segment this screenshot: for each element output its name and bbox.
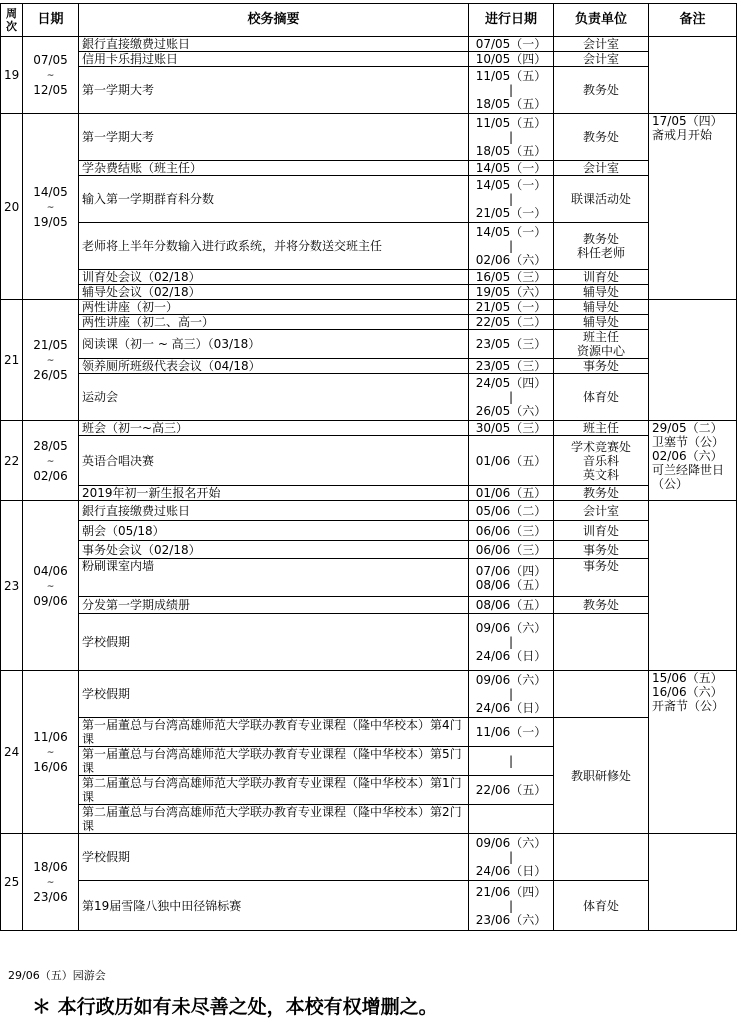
progress-range-cell: 11/05（五） | 18/05（五） — [469, 114, 554, 161]
progress-cell: 22/06（五） — [469, 776, 554, 805]
dept-cell: 事务处 — [554, 559, 649, 597]
note-cell — [649, 300, 737, 421]
table-row — [1, 834, 737, 881]
task-cell: 第一届董总与台湾高雄师范大学联办教育专业课程（隆中华校本）第5门课 — [79, 747, 469, 776]
table-row — [1, 114, 737, 161]
table-row — [1, 559, 737, 597]
header-dept: 负责单位 — [554, 4, 649, 37]
task-cell: 第二届董总与台湾高雄师范大学联办教育专业课程（隆中华校本）第2门课 — [79, 805, 469, 834]
dept-cell: 班主任 资源中心 — [554, 330, 649, 359]
table-row — [1, 421, 737, 436]
progress-range-cell: 09/06（六） | 24/06（日） — [469, 614, 554, 671]
dept-cell: 班主任 — [554, 421, 649, 436]
task-cell: 输入第一学期群育科分数 — [79, 176, 469, 223]
table-row — [1, 359, 737, 374]
disclaimer-text: 本行政历如有未尽善之处，本校有权增删之。 — [57, 996, 438, 1018]
task-cell: 老师将上半年分数输入进行政系统，并将分数送交班主任 — [79, 223, 469, 270]
table-row — [1, 501, 737, 521]
task-cell: 信用卡乐捐过账日 — [79, 52, 469, 67]
table-row — [1, 315, 737, 330]
week-number: 22 — [1, 421, 23, 501]
dept-cell: 会计室 — [554, 37, 649, 52]
task-cell: 第19届雪隆八独中田径锦标赛 — [79, 881, 469, 931]
header-date: 日期 — [23, 4, 79, 37]
task-cell: 銀行直接缴费过账日 — [79, 501, 469, 521]
progress-cell: 06/06（三） — [469, 521, 554, 541]
dept-cell: 教务处 — [554, 597, 649, 614]
dept-cell: 会计室 — [554, 501, 649, 521]
task-cell: 事务处会议（02/18） — [79, 541, 469, 559]
header-week: 周次 — [1, 4, 23, 37]
progress-cell: 23/05（三） — [469, 359, 554, 374]
week-date-range: 11/06 ~ 16/06 — [23, 671, 79, 834]
progress-cell: 05/06（二） — [469, 501, 554, 521]
table-row — [1, 176, 737, 223]
progress-cell: 11/06（一） — [469, 718, 554, 747]
note-cell — [649, 501, 737, 671]
progress-range-cell: 07/06（四） 08/06（五） — [469, 559, 554, 597]
task-cell: 两性讲座（初二、高一） — [79, 315, 469, 330]
task-cell: 分发第一学期成绩册 — [79, 597, 469, 614]
task-cell: 第二届董总与台湾高雄师范大学联办教育专业课程（隆中华校本）第1门课 — [79, 776, 469, 805]
progress-range-cell: 14/05（一） | 21/05（一） — [469, 176, 554, 223]
task-cell: 英语合唱决赛 — [79, 436, 469, 486]
week-number: 23 — [1, 501, 23, 671]
progress-cell: 06/06（三） — [469, 541, 554, 559]
table-row — [1, 881, 737, 931]
task-cell: 朝会（05/18） — [79, 521, 469, 541]
dept-cell: 辅导处 — [554, 300, 649, 315]
progress-range-cell: 11/05（五） | 18/05（五） — [469, 67, 554, 114]
week-number: 24 — [1, 671, 23, 834]
table-row — [1, 300, 737, 315]
note-cell — [649, 834, 737, 931]
dept-cell: 学术竞赛处 音乐科 英文科 — [554, 436, 649, 486]
table-row — [1, 37, 737, 52]
week-date-range: 28/05 ~ 02/06 — [23, 421, 79, 501]
dept-cell — [554, 834, 649, 881]
dept-cell: 教务处 — [554, 67, 649, 114]
header-row — [1, 4, 737, 37]
table-row — [1, 521, 737, 541]
school-calendar-table — [0, 3, 737, 931]
table-row — [1, 718, 737, 747]
progress-cell: 19/05（六） — [469, 285, 554, 300]
task-cell: 第一学期大考 — [79, 67, 469, 114]
dept-cell: 辅导处 — [554, 285, 649, 300]
week-number: 25 — [1, 834, 23, 931]
progress-range-cell: 14/05（一） | 02/06（六） — [469, 223, 554, 270]
progress-bar-cell: | — [469, 747, 554, 776]
dept-cell: 教务处 科任老师 — [554, 223, 649, 270]
table-row — [1, 486, 737, 501]
progress-cell: 30/05（三） — [469, 421, 554, 436]
week-date-range: 07/05 ~ 12/05 — [23, 37, 79, 114]
dept-cell: 会计室 — [554, 161, 649, 176]
dept-cell: 教职研修处 — [554, 718, 649, 834]
progress-range-cell: 09/06（六） | 24/06（日） — [469, 671, 554, 718]
progress-cell: 07/05（一） — [469, 37, 554, 52]
table-row — [1, 161, 737, 176]
table-row — [1, 374, 737, 421]
task-cell: 学杂费结账（班主任） — [79, 161, 469, 176]
table-row — [1, 597, 737, 614]
week-date-range: 14/05 ~ 19/05 — [23, 114, 79, 300]
note-cell: 17/05（四）斋戒月开始 — [649, 114, 737, 300]
dept-cell — [554, 614, 649, 671]
dept-cell: 联课活动处 — [554, 176, 649, 223]
footer-disclaimer — [32, 992, 438, 1019]
table-row — [1, 270, 737, 285]
dept-cell: 体育处 — [554, 374, 649, 421]
task-cell: 辅导处会议（02/18） — [79, 285, 469, 300]
progress-cell: 14/05（一） — [469, 161, 554, 176]
task-cell: 第一届董总与台湾高雄师范大学联办教育专业课程（隆中华校本）第4门课 — [79, 718, 469, 747]
progress-range-cell: 09/06（六） | 24/06（日） — [469, 834, 554, 881]
progress-cell — [469, 805, 554, 834]
week-date-range: 04/06 ~ 09/06 — [23, 501, 79, 671]
dept-cell: 教务处 — [554, 486, 649, 501]
note-cell: 15/06（五） 16/06（六） 开斋节（公） — [649, 671, 737, 834]
dept-cell: 体育处 — [554, 881, 649, 931]
progress-cell: 01/06（五） — [469, 436, 554, 486]
dept-cell: 事务处 — [554, 541, 649, 559]
progress-cell: 16/05（三） — [469, 270, 554, 285]
task-cell: 2019年初一新生报名开始 — [79, 486, 469, 501]
week-number: 21 — [1, 300, 23, 421]
dept-cell: 教务处 — [554, 114, 649, 161]
week-date-range: 18/06 ~ 23/06 — [23, 834, 79, 931]
task-cell: 学校假期 — [79, 671, 469, 718]
progress-range-cell: 21/06（四） | 23/06（六） — [469, 881, 554, 931]
table-row — [1, 541, 737, 559]
task-cell: 领养厕所班级代表会议（04/18） — [79, 359, 469, 374]
table-row — [1, 67, 737, 114]
progress-cell: 08/06（五） — [469, 597, 554, 614]
asterisk-icon: ＊ — [32, 996, 52, 1018]
header-progress: 进行日期 — [469, 4, 554, 37]
week-date-range: 21/05 ~ 26/05 — [23, 300, 79, 421]
week-number: 19 — [1, 37, 23, 114]
task-cell: 学校假期 — [79, 834, 469, 881]
dept-cell: 训育处 — [554, 270, 649, 285]
dept-cell: 辅导处 — [554, 315, 649, 330]
table-row — [1, 223, 737, 270]
table-row — [1, 436, 737, 486]
dept-cell: 事务处 — [554, 359, 649, 374]
table-row — [1, 52, 737, 67]
table-row — [1, 614, 737, 671]
progress-cell: 22/05（二） — [469, 315, 554, 330]
table-row — [1, 671, 737, 718]
task-cell: 学校假期 — [79, 614, 469, 671]
task-cell: 两性讲座（初一） — [79, 300, 469, 315]
progress-range-cell: 24/05（四） | 26/05（六） — [469, 374, 554, 421]
progress-cell: 10/05（四） — [469, 52, 554, 67]
task-cell: 运动会 — [79, 374, 469, 421]
header-note: 备注 — [649, 4, 737, 37]
progress-cell: 21/05（一） — [469, 300, 554, 315]
progress-cell: 01/06（五） — [469, 486, 554, 501]
dept-cell: 会计室 — [554, 52, 649, 67]
week-number: 20 — [1, 114, 23, 300]
footer-event-note: 29/06（五）园游会 — [8, 969, 106, 982]
task-cell: 粉刷课室内墙 — [79, 559, 469, 597]
note-cell: 29/05（二） 卫塞节（公） 02/06（六） 可兰经降世日 （公） — [649, 421, 737, 501]
task-cell: 班会（初一~高三） — [79, 421, 469, 436]
header-task: 校务摘要 — [79, 4, 469, 37]
task-cell: 銀行直接缴费过账日 — [79, 37, 469, 52]
table-row — [1, 285, 737, 300]
note-cell — [649, 37, 737, 114]
task-cell: 阅读课（初一 ~ 高三）（03/18） — [79, 330, 469, 359]
table-row — [1, 330, 737, 359]
task-cell: 第一学期大考 — [79, 114, 469, 161]
progress-cell: 23/05（三） — [469, 330, 554, 359]
dept-cell — [554, 671, 649, 718]
dept-cell: 训育处 — [554, 521, 649, 541]
task-cell: 训育处会议（02/18） — [79, 270, 469, 285]
